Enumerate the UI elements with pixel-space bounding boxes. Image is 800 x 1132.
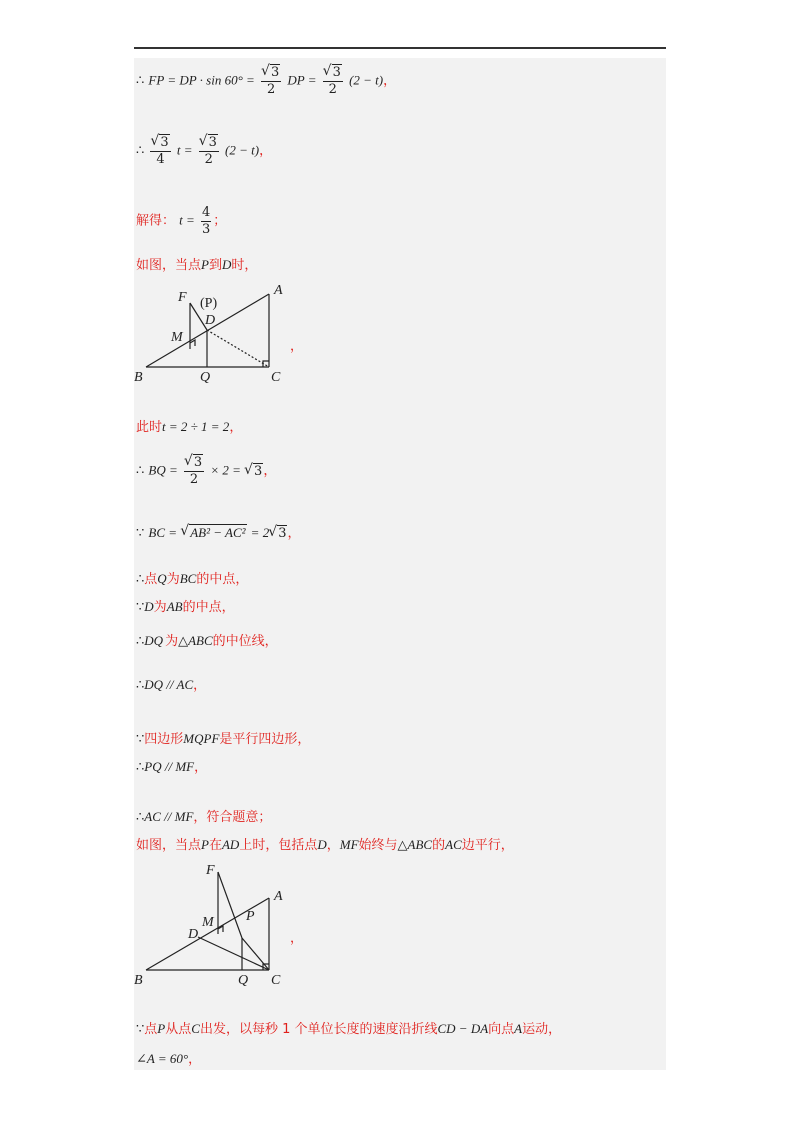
- geometry-figure-2: [134, 860, 304, 988]
- radical: √ 3: [245, 465, 263, 478]
- equation-bq: ∴ BQ = √ $\frac{3}{2}$ × 2 = √ 3，: [136, 456, 276, 486]
- equation-solve: [136, 136, 272, 166]
- motion-description: ∵点P从点C出发，以每秒 1 个单位长度的速度沿折线CD − DA向点A运动，: [136, 1021, 562, 1037]
- comma: ，: [383, 73, 397, 89]
- comma: ，: [259, 143, 273, 159]
- equation-fp: [136, 66, 396, 96]
- label-q: Q: [238, 973, 249, 988]
- label-m: M: [171, 330, 183, 345]
- label-d: D: [188, 927, 199, 942]
- therefore-symbol: ∴: [136, 73, 145, 89]
- segment-dc-dashed: [207, 330, 269, 367]
- label-b: B: [134, 370, 143, 384]
- label-p: P: [246, 909, 255, 924]
- fraction: √ $\frac{3}{2}$: [184, 456, 204, 486]
- label-c: C: [271, 973, 281, 988]
- label-m: M: [202, 915, 214, 930]
- right-angle-c: [263, 361, 269, 367]
- parallelogram: ∵四边形MQPF是平行四边形，: [136, 731, 311, 747]
- midline: ∴DQ 为△ABC的中位线，: [136, 633, 278, 649]
- fraction: $\frac{4}{3}$: [201, 205, 211, 237]
- label-a: A: [274, 283, 283, 298]
- label-a: A: [274, 889, 283, 904]
- segment-pc: [242, 938, 269, 970]
- label-b: B: [134, 973, 143, 988]
- radical: √ 3: [269, 527, 287, 540]
- case-p-on-ad: 如图，当点P在AD上时，包括点D，MF始终与△ABC的AC边平行，: [136, 837, 514, 853]
- comma: ，: [290, 339, 304, 354]
- label-p: (P): [200, 296, 218, 311]
- d-midpoint: ∵D为AB的中点，: [136, 599, 235, 615]
- pq-parallel-mf: ∴PQ // MF，: [136, 759, 208, 775]
- eq-t: t =: [176, 142, 193, 158]
- header-rule: [134, 47, 666, 49]
- solve-label: 解得：: [136, 213, 176, 229]
- fraction: √ $\frac{3}{4}$: [150, 136, 170, 166]
- geometry-figure-1: [134, 282, 304, 384]
- equation-bc: ∵ BC = √ AB² − AC² = 2√ 3，: [136, 526, 301, 540]
- case-p-at-d: 如图，当点P到D时，: [136, 257, 258, 273]
- eq-t: t =: [179, 212, 195, 228]
- radical: √ AB² − AC²: [181, 526, 246, 540]
- comma: ，: [290, 931, 304, 946]
- label-f: F: [206, 863, 215, 878]
- label-c: C: [271, 370, 281, 384]
- eq-lhs: FP = DP · sin 60° =: [148, 72, 255, 88]
- time-value: 此时t = 2 ÷ 1 = 2，: [136, 419, 243, 435]
- dq-parallel-ac: ∴DQ // AC，: [136, 677, 207, 693]
- ac-parallel-mf: ∴AC // MF，符合题意；: [136, 809, 272, 825]
- eq-mid: DP =: [287, 72, 317, 88]
- angle-a: ∠A = 60°，: [136, 1051, 202, 1067]
- q-midpoint: ∴点Q为BC的中点，: [136, 571, 249, 587]
- therefore-symbol: ∴: [136, 143, 145, 159]
- label-f: F: [178, 290, 187, 305]
- eq-tail: (2 − t): [225, 142, 260, 158]
- eq-tail: (2 − t): [349, 72, 384, 88]
- label-q: Q: [200, 370, 211, 384]
- segment-fp: [218, 872, 242, 938]
- fraction: √ $\frac{3}{2}$: [323, 66, 343, 96]
- fraction: √ $\frac{3}{2}$: [199, 136, 219, 166]
- label-d: D: [205, 313, 216, 328]
- fraction: √ $\frac{3}{2}$: [261, 66, 281, 96]
- segment-dc: [198, 937, 269, 970]
- solution-t: 解得： t = $\frac{4}{3}$ ；: [136, 205, 227, 237]
